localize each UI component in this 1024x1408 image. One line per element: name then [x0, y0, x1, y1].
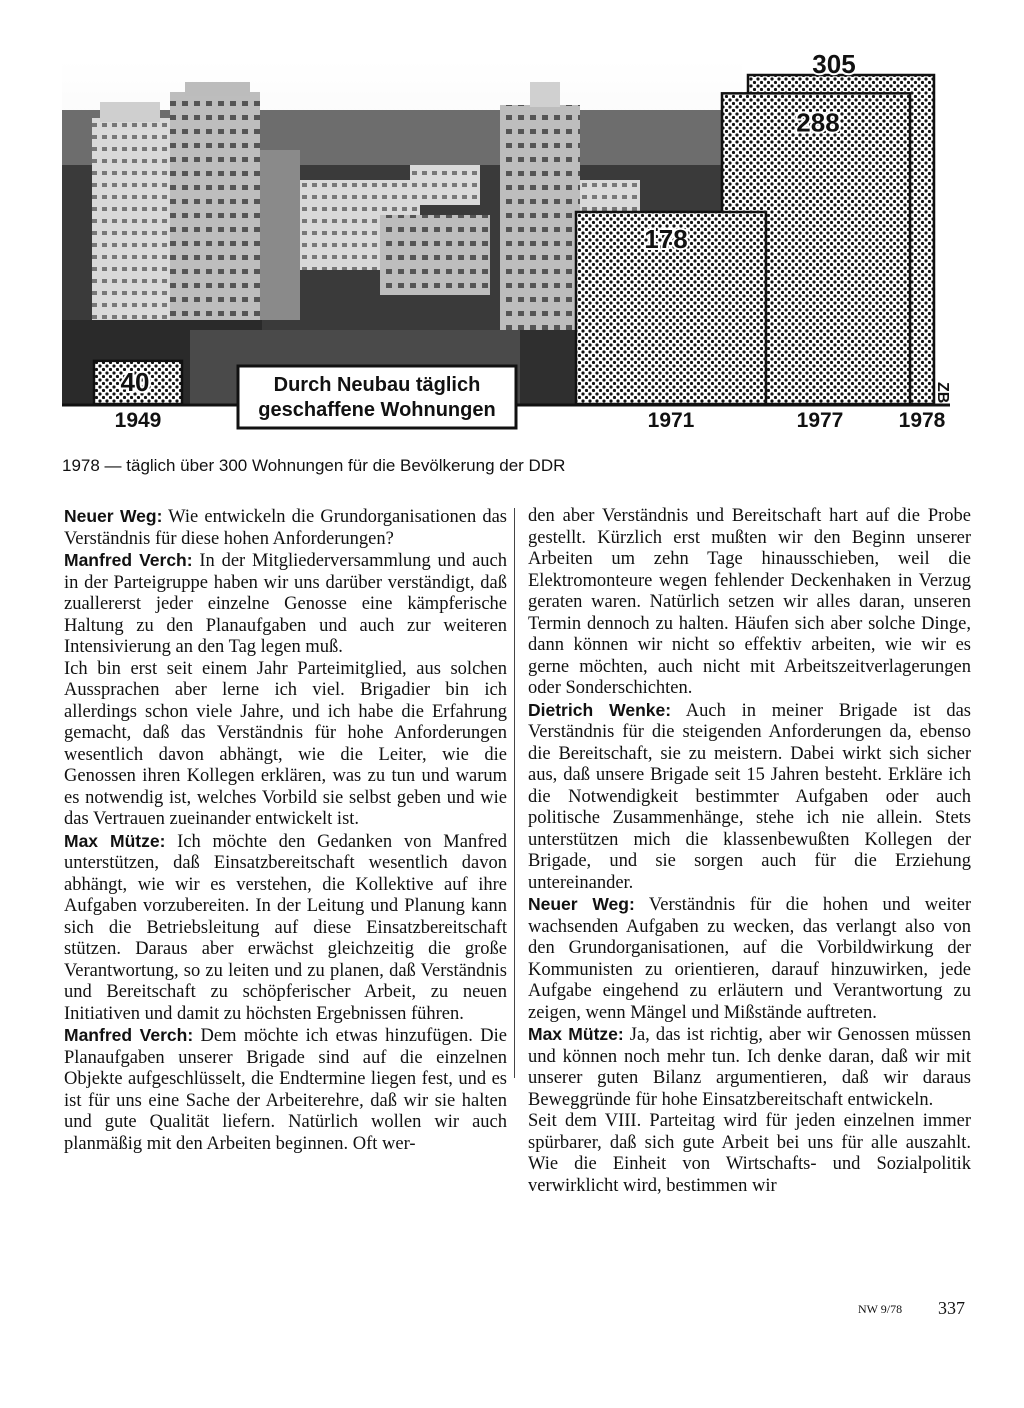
paragraph-text: Dem möchte ich etwas hinzufügen. Die Planaufgaben unserer Brigade sind auf die einzelnen Objekte aufgeschlüsselt, die Endtermine liegen fest, und es ist für uns eine Sache der Arbeiterehre, daß wir sie halten und gute Qualität liefern. Natürlich wollen wir auch planmäßig mit den Arbeiten beginnen. Oft wer- [64, 1026, 507, 1154]
page-number: 337 [938, 1298, 965, 1318]
x-tick-1971: 1971 [647, 409, 695, 432]
paragraph [528, 506, 971, 700]
paragraph-text: Verständnis für die hohen und weiter wachsenden Aufgaben zu wecken, das verlangt also von den Grundorganisationen, auf die Vorbildwirkung der Kommunisten zu orientieren, darauf hinzuwirken, jede Aufgabe eingehend zu erläutern und Verantwortung zu zeigen, wenn Mängel und Mißstände auftreten. [528, 895, 972, 1023]
data-label-1978: 305 [812, 49, 856, 79]
data-label-1949: 40 [120, 366, 150, 397]
chart-credit: ZB [934, 382, 951, 404]
speaker-name: Manfred Verch: [64, 1025, 194, 1045]
housing-chart [0, 0, 1024, 440]
column-divider [514, 508, 515, 1078]
paragraph-text: den aber Verständnis und Bereitschaft hart auf die Probe gestellt. Kürzlich erst mußten wir den Beginn unserer Arbeiten um zehn Tage hinausschieben, weil die Elektromonteure wegen fehlender Deckenhaken in Verzug geraten waren. Natürlich setzen wir alles daran, unseren Termin dennoch zu halten. Häufen sich aber solche Dinge, dann können wir nicht so effektiv arbeiten, wie wir es gerne möchten, auch nicht mit Arbeitszeitverlagerungen oder Sonderschichten. [528, 506, 971, 698]
paragraph [528, 894, 971, 1024]
paragraph [528, 700, 971, 895]
paragraph [528, 1024, 971, 1111]
data-label-1977: 288 [796, 107, 840, 138]
paragraph-text: Wie entwickeln die Grundorganisationen das Verständnis für diese hohen Anforderungen? [64, 507, 507, 549]
paragraph [64, 1025, 507, 1155]
speaker-name: Max Mütze: [64, 830, 166, 851]
x-tick-1949: 1949 [114, 409, 162, 432]
x-tick-1978: 1978 [898, 409, 946, 432]
speaker-name: Max Mütze: [528, 1024, 624, 1044]
footer-issue-code: NW 9/78 [858, 1302, 903, 1316]
x-tick-1977: 1977 [796, 409, 844, 432]
chart-title-line-2: geschaffene Wohnungen [258, 399, 496, 421]
paragraph-text: In der Mitgliederversammlung und auch in der Parteigruppe haben wir uns darüber verständigt, daß zuallererst jeder einzelne Genosse eine kämpferische Haltung zu den Planaufgaben und auch zur weiteren Intensivierung an den Tag legen muß. [64, 551, 507, 657]
paragraph-text: Ich bin erst seit einem Jahr Parteimitglied, aus solchen Aussprachen aber lerne ich viel. Brigadier bin ich allerdings schon viele Jahre, und ich habe die Erfahrung gemacht, daß das Verständnis für hohe Anforderungen wesentlich davon abhängt, wie die Leiter, wie die Genossen ihren Kollegen erklären, was zu tun und warum es notwendig ist, welches Vorbild sie selbst geben und wie das Vertrauen zueinander entwickelt ist. [64, 658, 507, 829]
paragraph [64, 506, 507, 550]
paragraph-text: Ja, das ist richtig, aber wir Genossen müssen und können noch mehr tun. Ich denke daran, daß wir mit unserer guten Bilanz argumentieren, daß wir daraus Beweggründe für hohe Einsatzbereitschaft entwickeln. [528, 1025, 971, 1110]
paragraph-text: Auch in meiner Brigade ist das Verständnis für die steigenden Anforderungen da, ebenso die Bereitschaft, sie zu meistern. Dabei wirkt sich sicher aus, daß unsere Brigade seit 15 Jahren besteht. Erkläre ich die Notwendigkeit bestimmter Aufgaben oder auch politische Zusammenhänge, stehe ich nie allein. Stets unterstützen mich die klassenbewußten Kollegen der Brigade, und sie sorgen auch für die Erziehung untereinander. [528, 700, 972, 893]
speaker-name: Neuer Weg: [64, 506, 163, 526]
article-column-left [64, 506, 507, 1155]
data-label-1971: 178 [644, 223, 688, 254]
speaker-name: Dietrich Wenke: [528, 699, 672, 720]
paragraph [64, 659, 507, 831]
article-column-right [528, 506, 971, 1197]
paragraph-text: Ich möchte den Gedanken von Manfred unterstützen, daß Einsatzbereitschaft wesentlich davon abhängt, wie wir es verstehen, die Kollektive auf ihre Aufgaben vorzubereiten. In der Leitung und Planung kann sich die Betriebsleitung auf diese Einsatzbereitschaft stützen. Daraus aber erwächst gleichzeitig die große Verantwortung, so zu leiten und zu planen, daß Verständnis und Bereitschaft zu schöpferischer Arbeit, zu neuen Initiativen und damit zu höchsten Ergebnissen führen. [64, 831, 507, 1024]
paragraph [528, 1111, 971, 1197]
paragraph-text: Seit dem VIII. Parteitag wird für jeden einzelnen immer spürbarer, daß sich gute Arbeit bei uns für alle auszahlt. Wie die Einheit von Wirtschafts- und Sozialpolitik verwirklicht wird, bestimmen wir [528, 1111, 971, 1196]
paragraph [64, 550, 507, 659]
chart-title-line-1: Durch Neubau täglich [273, 374, 481, 396]
speaker-name: Neuer Weg: [528, 894, 635, 914]
chart-title-box [238, 366, 516, 428]
paragraph [64, 831, 507, 1026]
speaker-name: Manfred Verch: [64, 550, 193, 570]
figure-caption: 1978 — täglich über 300 Wohnungen für die Bevölkerung der DDR [62, 456, 566, 475]
